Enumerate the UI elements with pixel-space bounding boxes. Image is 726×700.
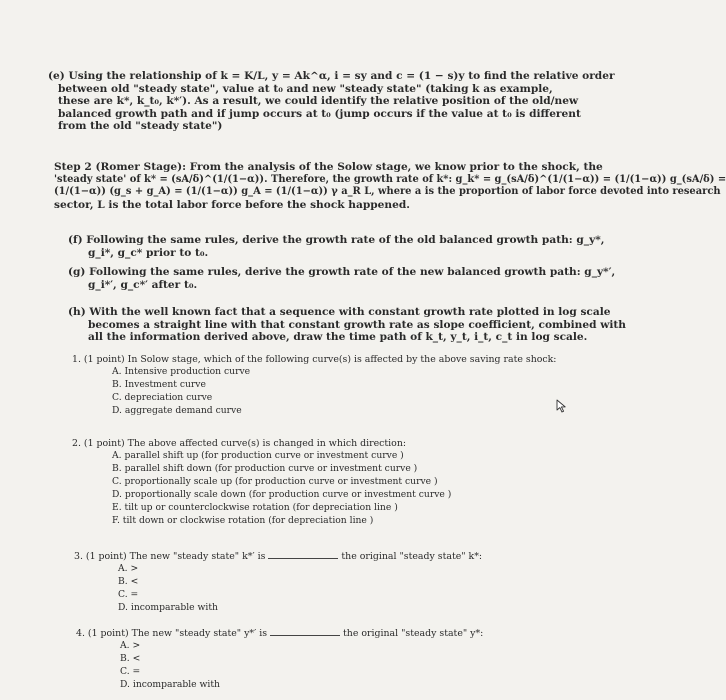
question-1: [72, 354, 556, 418]
step-2-line: (1/(1−α)) (g_s + g_A) = (1/(1−α)) g_A = (1/(1−α)) γ a_R L, where a is the proportion of labor force devoted into research: [54, 186, 721, 198]
answer-option[interactable]: A. >: [120, 640, 141, 652]
answer-option[interactable]: B. Investment curve: [112, 379, 206, 391]
part-h: [68, 306, 626, 344]
part-h-line: becomes a straight line with that constant growth rate as slope coefficient, combined with: [88, 318, 626, 331]
answer-option[interactable]: B. <: [118, 576, 139, 588]
part-e-line: (e) Using the relationship of k = K/L, y = Ak^α, i = sy and c = (1 − s)y to find the relative order: [48, 70, 615, 82]
question-4: [76, 627, 483, 692]
question-stem: [74, 550, 482, 563]
answer-option[interactable]: C. =: [118, 589, 139, 601]
answer-option[interactable]: A. >: [118, 563, 139, 575]
question-stem: 2. (1 point) The above affected curve(s) is changed in which direction:: [72, 438, 407, 449]
answer-option[interactable]: D. incomparable with: [120, 678, 220, 690]
answer-option[interactable]: C. proportionally scale up (for production curve or investment curve ): [112, 476, 438, 488]
part-e: [48, 70, 615, 133]
part-g: [68, 266, 615, 291]
part-f-line: g_i*, g_c* prior to t₀.: [88, 246, 209, 259]
question-stem: [76, 627, 483, 640]
answer-option[interactable]: D. proportionally scale down (for production curve or investment curve ): [112, 488, 452, 500]
question-stem-right: the original "steady state" y*:: [343, 628, 484, 639]
question-2: [72, 438, 451, 528]
answer-option[interactable]: C. depreciation curve: [112, 392, 213, 404]
answer-option[interactable]: A. parallel shift up (for production curve or investment curve ): [112, 450, 404, 462]
answer-option[interactable]: D. aggregate demand curve: [112, 404, 242, 416]
question-stem-left: 3. (1 point) The new "steady state" k*′ is: [74, 551, 266, 562]
answer-option[interactable]: B. <: [120, 653, 141, 665]
answer-option[interactable]: B. parallel shift down (for production curve or investment curve ): [112, 463, 418, 475]
step-2-line: Step 2 (Romer Stage): From the analysis of the Solow stage, we know prior to the shock, the: [54, 161, 603, 173]
question-stem-left: 4. (1 point) The new "steady state" y*′ is: [76, 628, 268, 639]
step-2-line: sector, L is the total labor force before the shock happened.: [54, 198, 410, 211]
question-stem-right: the original "steady state" k*:: [341, 551, 483, 562]
part-f-line: (f) Following the same rules, derive the growth rate of the old balanced growth path: g_y*,: [68, 234, 605, 246]
answer-option[interactable]: F. tilt down or clockwise rotation (for depreciation line ): [112, 514, 374, 526]
step-2: [54, 161, 726, 211]
part-e-line: from the old "steady state"): [58, 120, 223, 133]
answer-option[interactable]: E. tilt up or counterclockwise rotation (for depreciation line ): [112, 501, 398, 513]
answer-option[interactable]: C. =: [120, 666, 141, 678]
part-f: [68, 234, 604, 259]
part-g-line: g_i*′, g_c*′ after t₀.: [88, 278, 198, 291]
answer-blank[interactable]: [268, 550, 338, 559]
part-e-line: these are k*, k_t₀, k*′). As a result, we could identify the relative position of the old/new: [58, 95, 579, 108]
part-h-line: all the information derived above, draw the time path of k_t, y_t, i_t, c_t in log scale.: [88, 331, 588, 344]
part-g-line: (g) Following the same rules, derive the growth rate of the new balanced growth path: g_y*′,: [68, 266, 616, 278]
mouse-pointer-icon: [556, 399, 568, 413]
step-2-line: 'steady state' of k* = (sA/δ)^(1/(1−α)). Therefore, the growth rate of k*: g_k* = g_(sA/δ)^(1/(1−α)) = (1/(1−α)) g_(sA/δ) =: [54, 173, 726, 185]
question-stem: 1. (1 point) In Solow stage, which of the following curve(s) is affected by the above saving rate shock:: [72, 354, 557, 365]
answer-option[interactable]: A. Intensive production curve: [112, 366, 251, 378]
part-h-line: (h) With the well known fact that a sequence with constant growth rate plotted in log scale: [68, 306, 611, 318]
part-e-line: between old "steady state", value at t₀ and new "steady state" (taking k as example,: [58, 82, 553, 95]
question-3: [74, 550, 482, 615]
answer-option[interactable]: D. incomparable with: [118, 601, 218, 613]
part-e-line: balanced growth path and if jump occurs at t₀ (jump occurs if the value at t₀ is different: [58, 107, 581, 120]
answer-blank[interactable]: [270, 627, 340, 636]
